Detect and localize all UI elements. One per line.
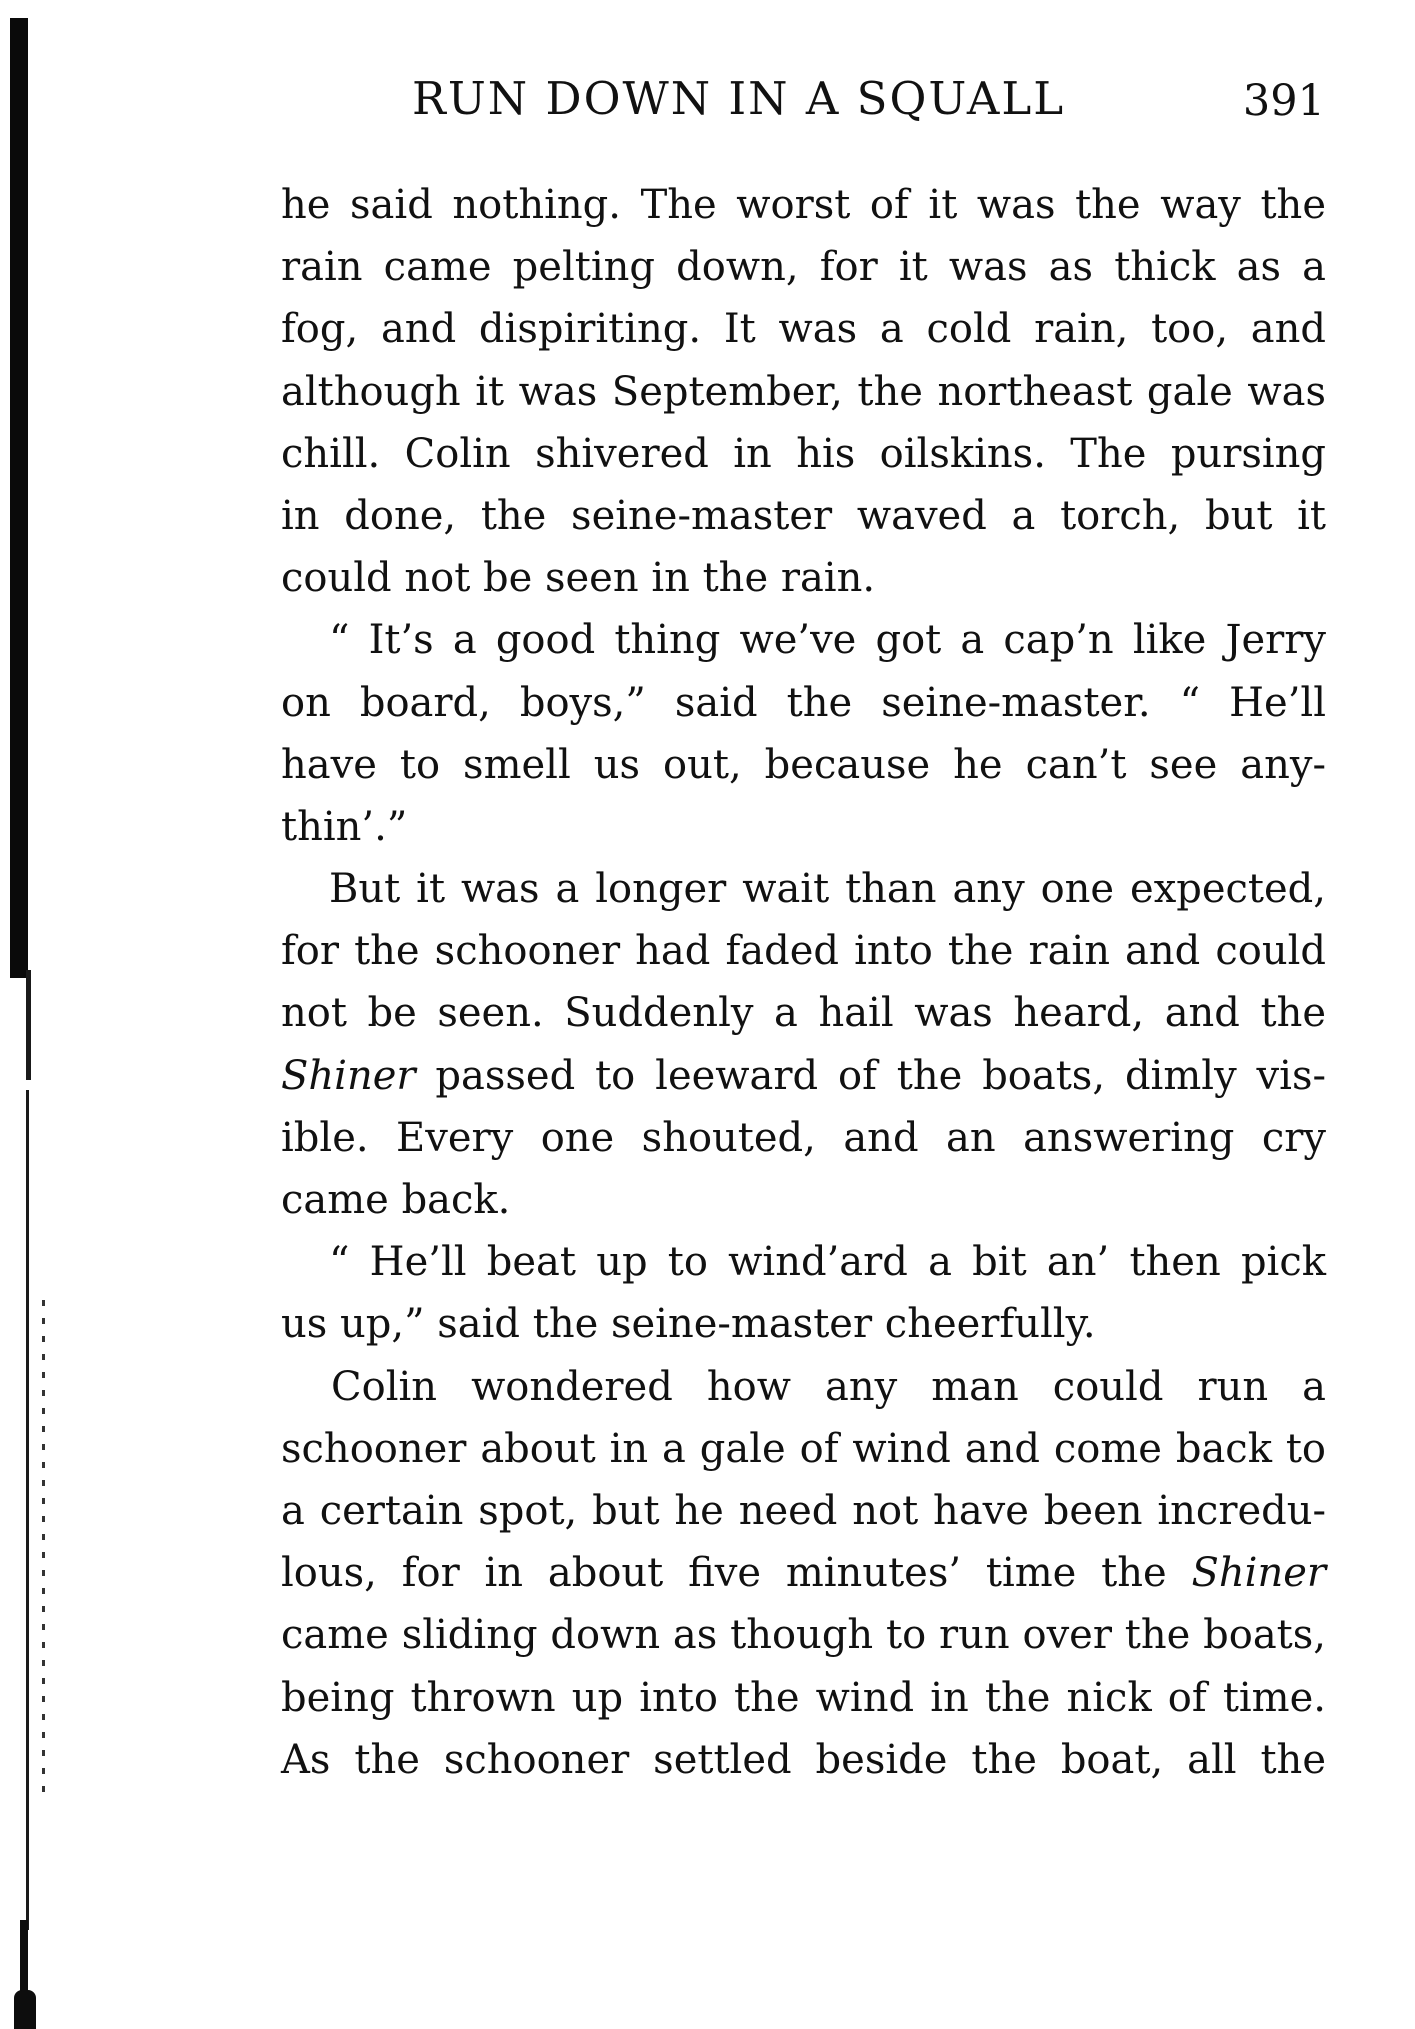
text-segment: chill. Colin shivered in his oilskins. The pursing — [281, 430, 1326, 477]
text-line — [281, 423, 1326, 485]
text-line — [281, 236, 1326, 298]
binding-edge — [0, 0, 60, 2029]
binding-marks — [42, 1300, 45, 1800]
text-line — [281, 361, 1326, 423]
text-segment: could not be seen in the rain. — [281, 555, 876, 602]
text-segment: rain came pelting down, for it was as thick as a — [281, 244, 1326, 291]
text-line — [281, 982, 1326, 1044]
text-line — [281, 672, 1326, 734]
text-segment: As the schooner settled beside the boat, all the — [281, 1736, 1326, 1783]
text-line — [281, 1418, 1326, 1480]
text-segment: thin’.” — [281, 803, 408, 850]
text-segment: schooner about in a gale of wind and come back to — [281, 1425, 1326, 1472]
text-segment: passed to leeward of the boats, dimly vis- — [415, 1052, 1326, 1099]
text-line — [281, 1045, 1326, 1107]
text-line — [281, 796, 1326, 858]
page-number: 391 — [1242, 76, 1325, 126]
text-line — [281, 609, 1326, 671]
text-segment: “ It’s a good thing we’ve got a cap’n like Jerry — [329, 617, 1326, 664]
text-line — [281, 1667, 1326, 1729]
text-line — [281, 734, 1326, 796]
running-head — [280, 68, 1325, 130]
text-segment: he said nothing. The worst of it was the way the — [281, 182, 1326, 228]
text-segment: being thrown up into the wind in the nick of time. — [281, 1674, 1326, 1721]
text-line — [281, 1169, 1326, 1231]
text-line — [281, 174, 1326, 236]
text-segment: for the schooner had faded into the rain and could — [281, 928, 1326, 975]
binding-line — [26, 1090, 29, 1930]
text-line — [281, 920, 1326, 982]
text-segment: a certain spot, but he need not have been incredu- — [281, 1487, 1326, 1534]
running-head-title: RUN DOWN IN A SQUALL — [412, 72, 1066, 125]
text-line — [281, 1542, 1326, 1604]
text-segment: have to smell us out, because he can’t see any- — [281, 741, 1326, 788]
text-segment: in done, the seine-master waved a torch, but it — [281, 492, 1326, 539]
text-line — [281, 1293, 1326, 1355]
text-line — [281, 485, 1326, 547]
italic-ship-name: Shiner — [281, 1052, 416, 1099]
body-text — [281, 174, 1326, 1791]
binding-line — [26, 970, 31, 1080]
text-segment: ible. Every one shouted, and an answering cry — [281, 1114, 1326, 1161]
text-segment: “ He’ll beat up to wind’ard a bit an’ then pick — [329, 1239, 1326, 1286]
text-line — [281, 1107, 1326, 1169]
text-line — [281, 298, 1326, 360]
text-line — [281, 1604, 1326, 1666]
text-line — [281, 1356, 1326, 1418]
text-line — [281, 858, 1326, 920]
text-segment: although it was September, the northeast gale was — [281, 368, 1326, 415]
text-segment: lous, for in about five minutes’ time the — [281, 1550, 1192, 1597]
text-segment: came back. — [281, 1177, 511, 1223]
text-line — [281, 1231, 1326, 1293]
binding-shadow — [10, 18, 28, 978]
text-segment: us up,” said the seine-master cheerfully. — [281, 1301, 1096, 1348]
text-segment: But it was a longer wait than any one expected, — [329, 866, 1326, 913]
text-line — [281, 1729, 1326, 1791]
binding-foot-base — [14, 1990, 36, 2029]
text-segment: fog, and dispiriting. It was a cold rain, too, and — [281, 306, 1326, 353]
italic-ship-name: Shiner — [1191, 1550, 1326, 1597]
text-line — [281, 1480, 1326, 1542]
text-segment: came sliding down as though to run over the boats, — [281, 1612, 1326, 1659]
text-segment: on board, boys,” said the seine-master. “ He’ll — [281, 679, 1326, 726]
text-line — [281, 547, 1326, 609]
text-segment: Colin wondered how any man could run a — [331, 1363, 1326, 1410]
text-segment: not be seen. Suddenly a hail was heard, and the — [281, 990, 1326, 1037]
